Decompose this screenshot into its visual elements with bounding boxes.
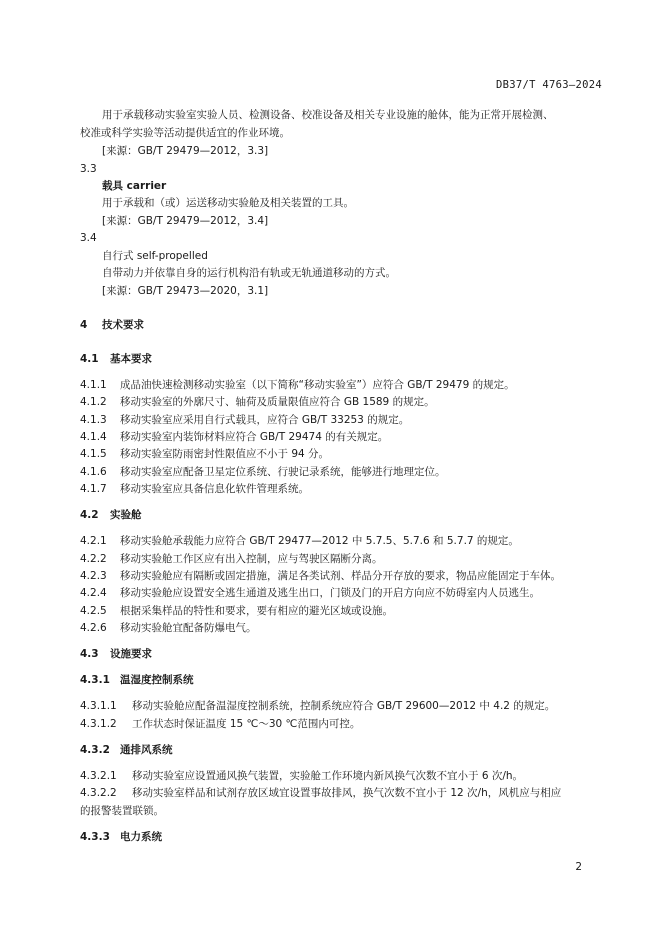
clause-4-2-6: 4.2.6 移动实验舱宜配备防爆电气。 [80,622,257,634]
section-4-3-3-number: 4.3.3 [80,831,110,843]
section-4-3-3-title: 电力系统 [120,831,162,843]
section-4-2-title: 实验舱 [110,509,142,521]
clause-4-1-2: 4.1.2 移动实验室的外廓尺寸、轴荷及质量限值应符合 GB 1589 的规定。 [80,396,435,408]
section-4-1-title: 基本要求 [110,353,152,365]
section-4-3-number: 4.3 [80,648,99,660]
clause-4-1-3: 4.1.3 移动实验室应采用自行式载具，应符合 GB/T 33253 的规定。 [80,414,410,426]
section-4-1-heading [80,352,152,366]
term-3-2-definition-line2: 校准或科学实验等活动提供适宜的作业环境。 [80,127,290,139]
clause-4-3-2-2: 4.3.2.2 移动实验室样品和试剂存放区域宜设置事故排风，换气次数不宜小于 12 次/h，风机应与相应 [80,787,562,799]
clause-4-2-3: 4.2.3 移动实验舱应有隔断或固定措施，满足各类试剂、样品分开存放的要求，物品应能固定于车体。 [80,570,561,582]
term-3-4-definition: 自带动力并依靠自身的运行机构沿有轨或无轨通道移动的方式。 [102,267,396,279]
term-3-3-number: 3.3 [80,163,97,175]
page-number: 2 [575,861,582,873]
section-4-title: 技术要求 [102,319,144,331]
section-4-3-3-heading [80,830,162,844]
clause-4-2-5: 4.2.5 根据采集样品的特性和要求，要有相应的避光区域或设施。 [80,605,393,617]
clause-4-1-7: 4.1.7 移动实验室应具备信息化软件管理系统。 [80,483,309,495]
clause-4-1-4: 4.1.4 移动实验室内装饰材料应符合 GB/T 29474 的有关规定。 [80,431,389,443]
section-4-3-2-number: 4.3.2 [80,744,110,756]
clause-4-1-1: 4.1.1 成品油快速检测移动实验室（以下简称“移动实验室”）应符合 GB/T 29479 的规定。 [80,379,515,391]
term-3-2-source: [来源：GB/T 29479—2012，3.3] [102,145,269,157]
section-4-3-2-heading [80,743,173,757]
term-3-3-source: [来源：GB/T 29479—2012，3.4] [102,215,269,227]
clause-4-2-2: 4.2.2 移动实验舱工作区应有出入控制，应与驾驶区隔断分离。 [80,553,383,565]
term-3-4-source: [来源：GB/T 29473—2020，3.1] [102,285,269,297]
term-3-3-name: 载具 carrier [102,180,167,192]
term-3-3-definition: 用于承载和（或）运送移动实验舱及相关装置的工具。 [102,197,354,209]
doc-id-header: DB37/T 4763—2024 [496,79,602,91]
section-4-3-heading [80,647,152,661]
section-4-3-1-heading [80,673,194,687]
clause-4-3-1-1: 4.3.1.1 移动实验舱应配备温湿度控制系统，控制系统应符合 GB/T 29600—2012 中 4.2 的规定。 [80,700,556,712]
section-4-number: 4 [80,319,88,331]
term-3-4-number: 3.4 [80,232,97,244]
clause-4-3-2-2-cont: 的报警装置联锁。 [80,805,164,817]
clause-4-2-4: 4.2.4 移动实验舱应设置安全逃生通道及逃生出口，门锁及门的开启方向应不妨碍室内人员逃生。 [80,587,540,599]
section-4-3-1-number: 4.3.1 [80,674,110,686]
section-4-3-2-title: 通排风系统 [120,744,173,756]
section-4-3-1-title: 温湿度控制系统 [120,674,194,686]
term-3-2-definition-line1: 用于承载移动实验室实验人员、检测设备、校准设备及相关专业设施的舱体，能为正常开展检测、 [102,109,554,121]
clause-4-3-2-1: 4.3.2.1 移动实验室应设置通风换气装置，实验舱工作环境内新风换气次数不宜小于 6 次/h。 [80,770,524,782]
section-4-3-title: 设施要求 [110,648,152,660]
clause-4-1-6: 4.1.6 移动实验室应配备卫星定位系统、行驶记录系统，能够进行地理定位。 [80,466,446,478]
clause-4-1-5: 4.1.5 移动实验室防雨密封性限值应不小于 94 分。 [80,448,330,460]
term-3-4-name: 自行式 self-propelled [102,250,208,262]
section-4-2-heading [80,508,142,522]
clause-4-3-1-2: 4.3.1.2 工作状态时保证温度 15 ℃～30 ℃范围内可控。 [80,718,361,730]
section-4-1-number: 4.1 [80,353,99,365]
clause-4-2-1: 4.2.1 移动实验舱承载能力应符合 GB/T 29477—2012 中 5.7.5、5.7.6 和 5.7.7 的规定。 [80,535,519,547]
section-4-heading [80,318,144,332]
section-4-2-number: 4.2 [80,509,99,521]
